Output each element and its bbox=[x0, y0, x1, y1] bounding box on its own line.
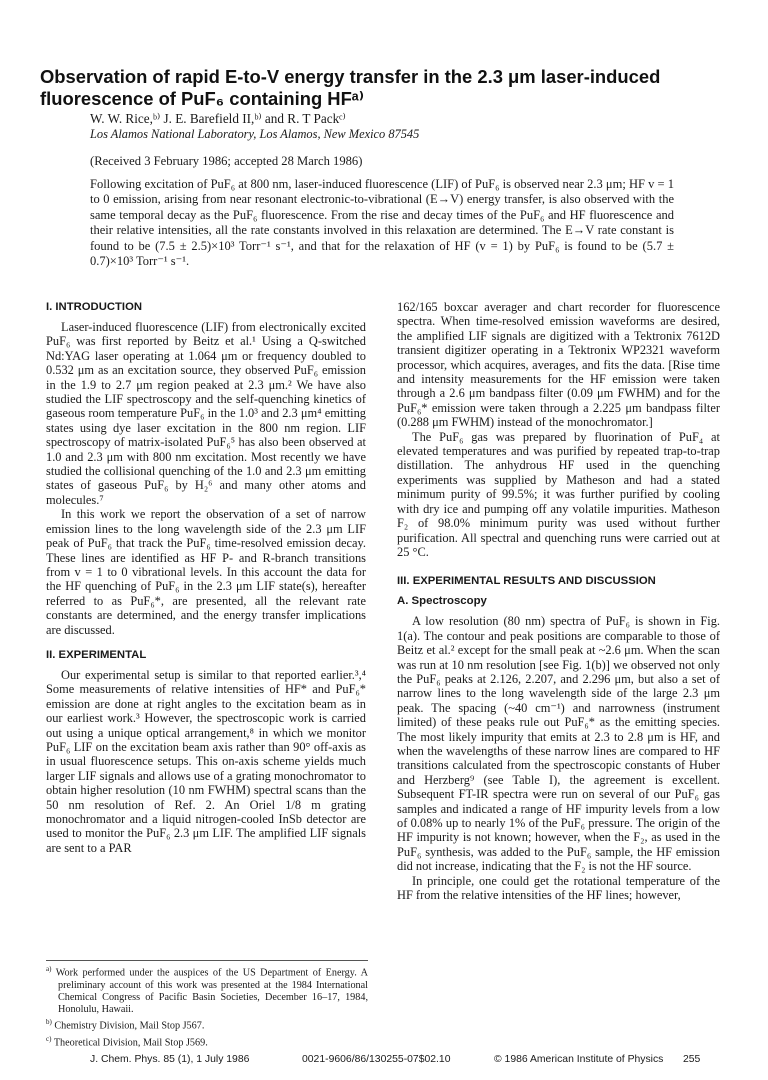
paragraph: 162/165 boxcar averager and chart recorder for fluorescence spectra. When time-resolved emission waveforms are desired, the amplified LIF signals are digitized with a Tektronix 7612D transient digitizer operating in a Tektronix WP2321 waveform processor, which acquires, averages, and fits the data. [Rise time and intensity measurements for the HF emission were taken through a 2.6 μm bandpass filter (0.09 μm FWHM) and for the PuF₆* emission were taken through a 2.225 μm bandpass filter (0.288 μm FWHM) instead of the monochromator.] bbox=[397, 300, 720, 430]
paragraph: Our experimental setup is similar to that reported earlier.³,⁴ Some measurements of relative intensities of HF* and PuF₆* emission are done at right angles to the excitation beam as in our earliest work.³ However, the spectroscopic work is carried out using a unique optical arrangement,⁸ in which we monitor PuF₆ LIF on the excitation beam axis rather than 90° off-axis as in usual fluorescence setups. This on-axis scheme yields much larger LIF signals and allows use of a grating monochromator to obtain higher resolution (10 nm FWHM) spectral scans than the 50 nm resolution of Ref. 2. An Oriel 1/8 m grating monochromator and a liquid nitrogen-cooled InSb detector are used to monitor the PuF₆ 2.3 μm LIF. The amplified LIF signals are sent to a PAR bbox=[46, 667, 366, 855]
article-code: 0021-9606/86/130255-07$02.10 bbox=[302, 1054, 451, 1065]
section-heading-results: III. EXPERIMENTAL RESULTS AND DISCUSSION bbox=[397, 575, 656, 588]
paper-title: Observation of rapid E-to-V energy transfer in the 2.3 μm laser-induced fluorescence of PuF₆ containing HFᵃ⁾ bbox=[40, 66, 661, 109]
author-list: W. W. Rice,ᵇ⁾ J. E. Barefield II,ᵇ⁾ and R. T Packᶜ⁾ bbox=[90, 111, 346, 126]
footnote: $^{c)}$ Theoretical Division, Mail Stop J569. bbox=[46, 1034, 208, 1049]
subsection-heading-spectroscopy: A. Spectroscopy bbox=[397, 595, 487, 608]
left-column bbox=[46, 300, 366, 855]
abstract: Following excitation of PuF₆ at 800 nm, laser-induced fluorescence (LIF) of PuF₆ is observed near 2.3 μm; HF v = 1 to 0 emission, arising from near resonant electronic-to-vibrational (E→V) energy transfer, is also observed with the same temporal decay as the PuF₆ fluorescence. From the rise and decay times of the PuF₆ and HF fluorescence and their relative intensities, all the rate constants involved in this relaxation are determined. The E→V rate constant is found to be (7.5 ± 2.5)×10³ Torr⁻¹ s⁻¹, and that for the relaxation of HF (v = 1) by PuF₆ is found to be (5.7 ± 0.7)×10³ Torr⁻¹ s⁻¹. bbox=[90, 177, 674, 269]
received-dates: (Received 3 February 1986; accepted 28 March 1986) bbox=[90, 154, 363, 168]
footnotes bbox=[46, 960, 368, 1049]
copyright: © 1986 American Institute of Physics bbox=[494, 1054, 664, 1065]
section-heading-experimental: II. EXPERIMENTAL bbox=[46, 648, 147, 661]
section-heading-introduction: I. INTRODUCTION bbox=[46, 301, 143, 313]
paragraph: A low resolution (80 nm) spectra of PuF₆ is shown in Fig. 1(a). The contour and peak positions are comparable to those of Beitz et al.² except for the small peak at ~2.6 μm. When the scan was run at 10 nm resolution [see Fig. 1(b)] we observed not only the PuF₆ peaks at 2.126, 2.207, and 2.296 μm, but also a set of narrow lines to the long wavelength side of the large 2.3 μm peak. The spacing (~40 cm⁻¹) and narrowness (instrument limited) of these peaks rule out PuF₆* as the emitting species. The most likely impurity that emits at 2.3 to 2.8 μm is HF, and when the wavelengths of these narrow lines are compared to HF transitions calculated from the spectroscopic constants of Huber and Herzberg⁹ (see Table I), the agreement is excellent. Subsequent FT-IR spectra were run on several of our PuF₆ gas samples and indicated a range of HF impurity levels from a low of 0.08% up to nearly 1% of the PuF₆ pressure. The origin of the HF impurity is not known; however, when the F₂, as used in the PuF₆ synthesis, was added to the PuF₆ sample, the HF emission did not increase, indicating that the F₂ is not the HF source. bbox=[397, 614, 720, 874]
right-column bbox=[397, 300, 720, 902]
paragraph: Laser-induced fluorescence (LIF) from electronically excited PuF₆ was first reported by Beitz et al.¹ Using a Q-switched Nd:YAG laser operating at 1.064 μm or frequency doubled to 0.532 μm as an excitation source, they observed PuF₆ emission in the 1.9 to 2.7 μm region peaked at 2.3 μm.² We have also studied the LIF spectroscopy and the self-quenching kinetics of gaseous room temperature PuF₆ in the 1.0³ and 2.3 μm⁴ emitting states using dye laser excitation in the 800 nm region. LIF spectroscopy of matrix-isolated PuF₆⁵ has also been observed at 1.0 and 2.3 μm with 800 nm excitation. Most recently we have studied the collisional quenching of the 1.0 and 2.3 μm emitting states of gaseous PuF₆ by H₂⁶ and many other atoms and molecules.⁷ bbox=[46, 320, 366, 507]
journal-citation: J. Chem. Phys. 85 (1), 1 July 1986 bbox=[90, 1054, 250, 1065]
paragraph: In principle, one could get the rotational temperature of the HF from the relative intensities of the HF lines; however, bbox=[397, 873, 720, 903]
paragraph: The PuF₆ gas was prepared by fluorination of PuF₄ at elevated temperatures and was purified by repeated trap-to-trap distillation. The anhydrous HF used in the quenching experiments was supplied by Matheson and had a stated minimum purity of 99.5%; it was further purified by cooling with dry ice and pumping off any volatile impurities. Matheson F₂ of 98.0% minimum purity was used without further purification. All spectral and quenching runs were carried out at 25 °C. bbox=[397, 429, 720, 559]
footnote: $^{a)}$ Work performed under the auspices of the US Department of Energy. A preliminary account of this work was presented at the 1984 International Chemical Congress of Pacific Basin Societies, December 16–17, 1984, Honolulu, Hawaii. bbox=[46, 965, 368, 1015]
paragraph: In this work we report the observation of a set of narrow emission lines to the long wavelength side of the 2.3 μm LIF peak of PuF₆ that track the PuF₆ time-resolved emission decay. These lines are identified as HF P- and R-branch transitions from v = 1 to 0 vibrational levels. In this account the data for the HF quenching of PuF₆ in the 2.3 μm LIF state(s), hereafter referred to as PuF₆*, are presented, all the relevant rate constants are determined, and the energy transfer implications are discussed. bbox=[46, 507, 366, 637]
affiliation: Los Alamos National Laboratory, Los Alamos, New Mexico 87545 bbox=[90, 127, 420, 141]
page-number: 255 bbox=[683, 1054, 701, 1065]
footnote: $^{b)}$ Chemistry Division, Mail Stop J567. bbox=[46, 1018, 205, 1032]
